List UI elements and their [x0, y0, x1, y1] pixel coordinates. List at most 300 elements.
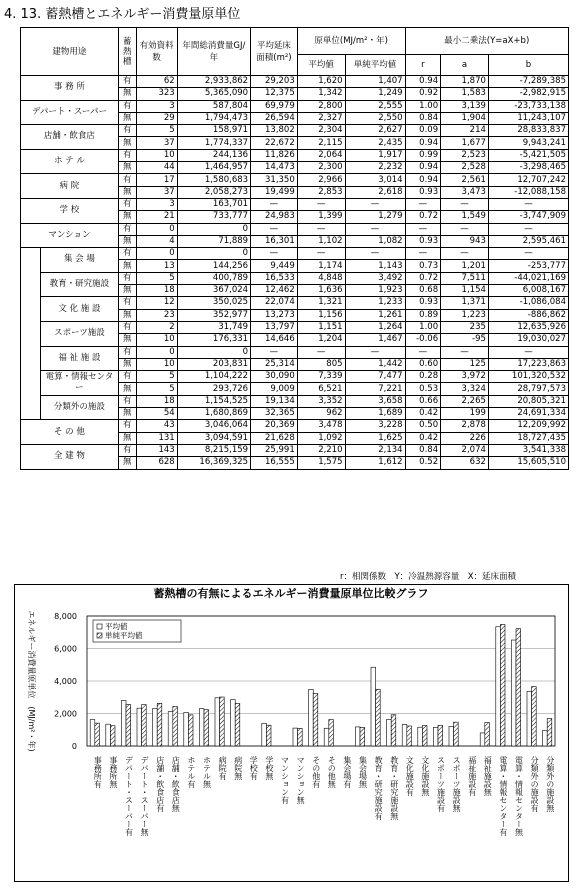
x-tick-label: 学校有 [249, 756, 259, 780]
table-cell: 0.84 [405, 112, 441, 124]
row-category: 事 務 所 [21, 76, 119, 101]
table-cell: 7,511 [441, 272, 489, 284]
y-tick-label: 8,000 [54, 612, 77, 621]
table-cell: 3,094,591 [177, 432, 250, 444]
bar-simple-average [142, 705, 147, 746]
table-cell: 1,156 [297, 309, 345, 321]
tank-flag: 有 [118, 174, 136, 186]
row-category: ホ テ ル [21, 149, 119, 174]
bar-simple-average [454, 722, 459, 746]
table-cell: 7,477 [345, 371, 405, 383]
bar-simple-average [516, 629, 521, 746]
table-row [21, 76, 569, 88]
tank-flag: 無 [118, 383, 136, 395]
table-cell: 0.99 [405, 149, 441, 161]
table-cell: 1,442 [345, 358, 405, 370]
table-cell: 1,904 [441, 112, 489, 124]
table-cell: — [297, 198, 345, 210]
x-tick-label: 事務所有 [93, 756, 103, 788]
table-cell: 0.93 [405, 297, 441, 309]
tank-flag: 有 [118, 321, 136, 333]
table-cell: 23 [136, 309, 177, 321]
table-cell: 1,102 [297, 235, 345, 247]
table-cell: 10 [136, 358, 177, 370]
table-cell: 20,805,321 [488, 395, 568, 407]
table-cell: — [441, 346, 489, 358]
table-cell: 199 [441, 408, 489, 420]
table-cell: 733,777 [177, 211, 250, 223]
bar-average [262, 723, 267, 746]
table-cell: 1,143 [345, 260, 405, 272]
bar-simple-average [438, 725, 443, 746]
table-cell: 1,636 [297, 285, 345, 297]
table-cell: 6,521 [297, 383, 345, 395]
legend-swatch-average [97, 624, 102, 629]
table-cell: 2,555 [345, 100, 405, 112]
table-cell: 1,204 [297, 334, 345, 346]
table-cell: -12,088,158 [488, 186, 568, 198]
bar-average [121, 701, 126, 747]
table-cell: 9,943,241 [488, 137, 568, 149]
header-annual: 年間総消費量GJ/年 [177, 28, 250, 76]
table-cell: 131 [136, 432, 177, 444]
table-cell: 28,797,573 [488, 383, 568, 395]
table-cell: 11,826 [251, 149, 298, 161]
table-cell: 1,264 [345, 321, 405, 333]
table-cell: 2,800 [297, 100, 345, 112]
bar-average [371, 667, 376, 746]
bar-average [402, 725, 407, 746]
x-tick-label: 分類外の施設無 [545, 756, 555, 812]
table-cell: -7,289,385 [488, 76, 568, 88]
row-category: 学 校 [21, 198, 119, 223]
table-cell: 0.89 [405, 309, 441, 321]
table-cell: 3,478 [297, 420, 345, 432]
table-cell: — [441, 198, 489, 210]
x-tick-label: 店舗・飲食店無 [171, 756, 181, 812]
table-cell: 24,983 [251, 211, 298, 223]
bar-simple-average [422, 726, 427, 746]
row-category: 福 祉 施 設 [41, 346, 119, 371]
table-cell: 1,233 [345, 297, 405, 309]
table-cell: 1,342 [297, 88, 345, 100]
table-cell: 3,541,338 [488, 444, 568, 456]
x-tick-label: スポーツ施設無 [452, 756, 462, 812]
table-cell: 2,618 [345, 186, 405, 198]
bar-average [215, 698, 220, 746]
bar-simple-average [391, 715, 396, 746]
page-title: 4. 13. 蓄熱槽とエネルギー消費量原単位 [4, 7, 241, 22]
bar-average [324, 728, 329, 746]
table-cell: 1,625 [345, 432, 405, 444]
bar-simple-average [266, 725, 271, 746]
table-cell: 0 [177, 223, 250, 235]
x-tick-label: 集会場無 [358, 756, 368, 788]
table-cell: 2,232 [345, 162, 405, 174]
tank-flag: 無 [118, 112, 136, 124]
table-cell: 29,203 [251, 76, 298, 88]
table-cell: -0.06 [405, 334, 441, 346]
bar-average [387, 719, 392, 746]
table-cell: 9,449 [251, 260, 298, 272]
x-tick-label: 教育・研究施設有 [374, 756, 384, 820]
x-tick-label: 病院無 [233, 756, 243, 780]
table-cell: 2,115 [297, 137, 345, 149]
table-cell: 1,201 [441, 260, 489, 272]
table-cell: 3,473 [441, 186, 489, 198]
table-cell: — [488, 198, 568, 210]
table-cell: 12,707,242 [488, 174, 568, 186]
legend-label-simple-average: 単純平均値 [105, 631, 143, 640]
bar-simple-average [204, 710, 209, 746]
table-cell: 21 [136, 211, 177, 223]
table-row [21, 395, 569, 407]
table-cell: 2,550 [345, 112, 405, 124]
table-cell: 1,151 [297, 321, 345, 333]
table-cell: 1,174 [297, 260, 345, 272]
chart-title: 蓄熱槽の有無によるエネルギー消費量原単位比較グラフ [153, 587, 429, 600]
x-tick-label: マンション有 [280, 756, 290, 804]
table-cell: 3,324 [441, 383, 489, 395]
table-cell: — [297, 223, 345, 235]
table-cell: 2,064 [297, 149, 345, 161]
bar-average [511, 640, 516, 746]
bar-average [137, 708, 142, 746]
row-category: 店舗・飲食店 [21, 125, 119, 150]
table-cell: 1,917 [345, 149, 405, 161]
x-tick-label: デパート・スーパー有 [124, 756, 134, 836]
table-cell: -23,733,138 [488, 100, 568, 112]
table-cell: 0.52 [405, 457, 441, 469]
y-axis-label: エネルギー消費量原単位 (MJ/m²・年) [27, 610, 36, 752]
legend-swatch-simple-average [97, 633, 102, 638]
table-row [21, 174, 569, 186]
table-note: r：相関係数 Y：冷温熱源容量 X：延床面積 [340, 572, 517, 582]
bar-simple-average [298, 728, 303, 746]
table-cell: 7,339 [297, 371, 345, 383]
table-row [21, 272, 569, 284]
table-cell: 1.00 [405, 100, 441, 112]
bar-average [199, 709, 204, 746]
row-category: 全 建 物 [21, 444, 119, 469]
header-b: b [488, 55, 568, 76]
table-cell: 214 [441, 125, 489, 137]
table-cell: -253,777 [488, 260, 568, 272]
table-cell: 12,462 [251, 285, 298, 297]
tank-flag: 有 [118, 346, 136, 358]
table-cell: 2 [136, 321, 177, 333]
y-tick-label: 4,000 [54, 677, 77, 686]
table-cell: 0 [136, 248, 177, 260]
bar-average [293, 728, 298, 746]
bar-average [184, 712, 189, 746]
tank-flag: 無 [118, 211, 136, 223]
table-cell: 25,314 [251, 358, 298, 370]
table-cell: 12,635,926 [488, 321, 568, 333]
table-cell: 29 [136, 112, 177, 124]
table-cell: 13,273 [251, 309, 298, 321]
x-tick-label: ホテル無 [202, 756, 212, 788]
tank-flag: 有 [118, 149, 136, 161]
table-cell: 3,352 [297, 395, 345, 407]
table-row [21, 444, 569, 456]
tank-flag: 無 [118, 408, 136, 420]
table-cell: — [441, 248, 489, 260]
bar-simple-average [188, 715, 193, 746]
table-cell: 1,580,683 [177, 174, 250, 186]
table-cell: 2,853 [297, 186, 345, 198]
table-cell: 1,870 [441, 76, 489, 88]
table-cell: 176,331 [177, 334, 250, 346]
table-cell: 203,831 [177, 358, 250, 370]
table-cell: 1,680,869 [177, 408, 250, 420]
table-cell: 943 [441, 235, 489, 247]
tank-flag: 無 [118, 334, 136, 346]
bar-simple-average [95, 723, 100, 746]
table-cell: 10 [136, 149, 177, 161]
table-cell: 805 [297, 358, 345, 370]
table-row [21, 248, 569, 260]
row-category: 電算・情報センター [41, 371, 119, 396]
table-cell: 0.53 [405, 383, 441, 395]
table-cell: 2,878 [441, 420, 489, 432]
tank-flag: 有 [118, 272, 136, 284]
table-cell: 1,223 [441, 309, 489, 321]
header-use: 建物用途 [21, 28, 119, 76]
x-tick-label: 事務所無 [108, 756, 118, 788]
table-row [21, 297, 569, 309]
table-cell: 323 [136, 88, 177, 100]
table-cell: 18,727,435 [488, 432, 568, 444]
tank-flag: 無 [118, 235, 136, 247]
table-cell: 1,261 [345, 309, 405, 321]
table-cell: 21,628 [251, 432, 298, 444]
table-row [21, 321, 569, 333]
table-cell: 20,369 [251, 420, 298, 432]
table-cell: 19,030,027 [488, 334, 568, 346]
table-cell: 1,399 [297, 211, 345, 223]
x-tick-label: その他有 [311, 756, 321, 788]
bar-average [153, 709, 158, 746]
x-tick-label: デパート・スーパー無 [140, 756, 150, 836]
tank-flag: 有 [118, 248, 136, 260]
table-cell: — [488, 248, 568, 260]
table-cell: 31,350 [251, 174, 298, 186]
table-cell: 13 [136, 260, 177, 272]
tank-flag: 有 [118, 125, 136, 137]
table-cell: 1,154,525 [177, 395, 250, 407]
table-cell: 0.60 [405, 358, 441, 370]
table-cell: 3 [136, 198, 177, 210]
table-cell: — [251, 198, 298, 210]
header-area: 平均延床面積(m²) [251, 28, 298, 76]
table-cell: — [251, 248, 298, 260]
bar-simple-average [532, 687, 537, 746]
table-cell: 0.72 [405, 211, 441, 223]
bar-average [106, 724, 111, 746]
table-cell: 0.66 [405, 395, 441, 407]
table-cell: 1,407 [345, 76, 405, 88]
table-cell: 1,923 [345, 285, 405, 297]
table-cell: 54 [136, 408, 177, 420]
header-count: 有効資料数 [136, 28, 177, 76]
tank-flag: 無 [118, 285, 136, 297]
table-cell: 0.72 [405, 272, 441, 284]
table-cell: 71,889 [177, 235, 250, 247]
x-tick-label: 福祉施設無 [483, 756, 493, 796]
table-cell: 1,794,473 [177, 112, 250, 124]
chart-legend [93, 620, 181, 642]
table-cell: 1,092 [297, 432, 345, 444]
table-cell: 101,320,532 [488, 371, 568, 383]
table-cell: 28,833,837 [488, 125, 568, 137]
bar-average [527, 692, 532, 746]
table-cell: 1,279 [345, 211, 405, 223]
bar-average [309, 689, 314, 746]
table-cell: 2,435 [345, 137, 405, 149]
table-cell: 6,008,167 [488, 285, 568, 297]
x-tick-label: 文化施設無 [420, 756, 430, 796]
table-cell: 2,933,862 [177, 76, 250, 88]
y-tick-label: 0 [71, 742, 77, 751]
bar-simple-average [485, 723, 490, 746]
table-row [21, 198, 569, 210]
table-cell: 16,369,325 [177, 457, 250, 469]
table-cell: 15,605,510 [488, 457, 568, 469]
table-cell: 1,321 [297, 297, 345, 309]
bar-average [168, 712, 173, 746]
x-tick-label: 電算・情報センター無 [514, 756, 524, 836]
tank-flag: 無 [118, 457, 136, 469]
bar-average [449, 726, 454, 746]
table-cell: — [488, 223, 568, 235]
table-cell: 24,691,334 [488, 408, 568, 420]
table-cell: 632 [441, 457, 489, 469]
table-cell: 12,209,992 [488, 420, 568, 432]
x-tick-label: 学校無 [264, 756, 274, 780]
tank-flag: 有 [118, 395, 136, 407]
table-row [21, 125, 569, 137]
table-cell: 4 [136, 235, 177, 247]
table-cell: 2,210 [297, 444, 345, 456]
table-cell: 3,658 [345, 395, 405, 407]
table-cell: 352,977 [177, 309, 250, 321]
table-cell: 226 [441, 432, 489, 444]
table-cell: 11,243,107 [488, 112, 568, 124]
table-cell: 587,804 [177, 100, 250, 112]
table-row [21, 100, 569, 112]
tank-flag: 有 [118, 100, 136, 112]
table-cell: 0.84 [405, 444, 441, 456]
x-tick-label: 教育・研究施設無 [389, 756, 399, 820]
table-cell: 0.94 [405, 162, 441, 174]
table-cell: 25,991 [251, 444, 298, 456]
table-cell: 16,533 [251, 272, 298, 284]
table-row [21, 420, 569, 432]
table-cell: 1,371 [441, 297, 489, 309]
tank-flag: 有 [118, 371, 136, 383]
table-cell: 3,492 [345, 272, 405, 284]
tank-flag: 無 [118, 88, 136, 100]
table-cell: 0.42 [405, 408, 441, 420]
table-cell: — [251, 346, 298, 358]
table-cell: — [405, 223, 441, 235]
table-cell: 43 [136, 420, 177, 432]
table-cell: 7,221 [345, 383, 405, 395]
table-cell: -1,086,084 [488, 297, 568, 309]
x-tick-label: 病院有 [218, 756, 228, 780]
table-cell: 0.28 [405, 371, 441, 383]
bar-simple-average [500, 624, 505, 746]
bar-average [543, 730, 548, 746]
table-cell: 235 [441, 321, 489, 333]
row-category: マンション [21, 223, 119, 248]
header-a: a [441, 55, 489, 76]
tank-flag: 有 [118, 76, 136, 88]
table-cell: 2,304 [297, 125, 345, 137]
table-cell: 628 [136, 457, 177, 469]
table-cell: 16,301 [251, 235, 298, 247]
table-cell: 1,689 [345, 408, 405, 420]
table-cell: 0.92 [405, 88, 441, 100]
x-tick-label: ホテル有 [186, 756, 196, 788]
row-category: そ の 他 [21, 420, 119, 445]
bar-average [231, 700, 236, 746]
table-cell: 12,375 [251, 88, 298, 100]
table-cell: 0 [136, 346, 177, 358]
x-tick-label: 福祉施設有 [467, 756, 477, 796]
table-cell: -44,021,169 [488, 272, 568, 284]
table-cell: 2,595,461 [488, 235, 568, 247]
table-cell: 8,215,159 [177, 444, 250, 456]
table-cell: 2,523 [441, 149, 489, 161]
table-cell: 1,104,222 [177, 371, 250, 383]
table-cell: 3,046,064 [177, 420, 250, 432]
row-category: 集 会 場 [41, 248, 119, 273]
header-r: r [405, 55, 441, 76]
table-cell: 5 [136, 272, 177, 284]
table-cell: 37 [136, 137, 177, 149]
bar-simple-average [547, 719, 552, 746]
table-cell: — [297, 248, 345, 260]
table-cell: 5 [136, 125, 177, 137]
row-category: 文 化 施 設 [41, 297, 119, 322]
bar-simple-average [173, 706, 178, 746]
bar-simple-average [126, 704, 131, 746]
tank-flag: 有 [118, 444, 136, 456]
chart-frame [14, 584, 569, 882]
table-cell: 16,555 [251, 457, 298, 469]
table-cell: 2,134 [345, 444, 405, 456]
bar-simple-average [313, 694, 318, 746]
table-cell: — [345, 198, 405, 210]
table-cell: 12 [136, 297, 177, 309]
table-cell: — [345, 248, 405, 260]
table-cell: 3,139 [441, 100, 489, 112]
row-category: デパート・スーパー [21, 100, 119, 125]
bar-simple-average [235, 703, 240, 746]
table-cell: — [251, 223, 298, 235]
bar-average [90, 720, 95, 746]
table-cell: 0.73 [405, 260, 441, 272]
table-cell: 37 [136, 186, 177, 198]
table-cell: — [345, 223, 405, 235]
bar-simple-average [376, 689, 381, 746]
tank-flag: 無 [118, 432, 136, 444]
table-cell: -95 [441, 334, 489, 346]
table-cell: 125 [441, 358, 489, 370]
table-cell: 400,789 [177, 272, 250, 284]
